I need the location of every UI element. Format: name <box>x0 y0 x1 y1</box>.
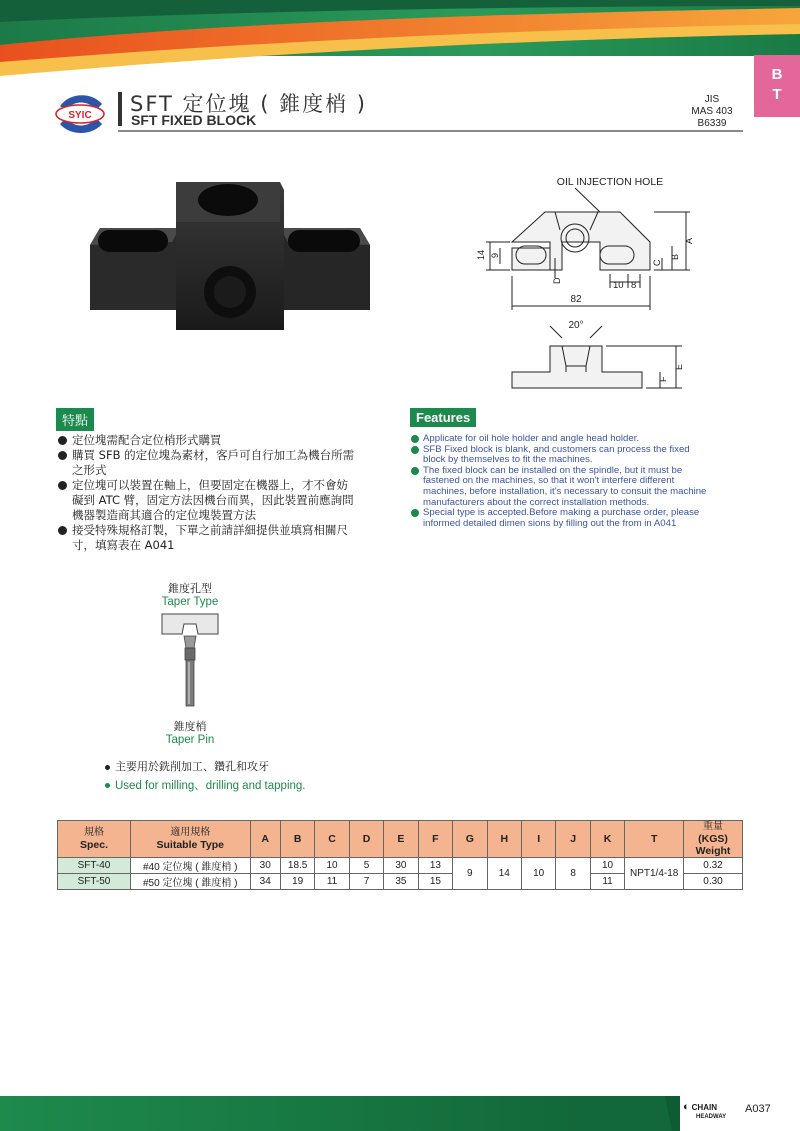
col-a: A <box>250 821 280 858</box>
syic-logo <box>52 86 108 142</box>
cell-b: 18.5 <box>280 858 314 874</box>
col-weight-zh: 重量 <box>703 821 724 832</box>
cell-weight: 0.32 <box>684 858 743 874</box>
tab-letter-1: B <box>771 66 783 83</box>
bullet-icon <box>105 783 110 788</box>
dim-f: F <box>658 376 668 382</box>
cell-g: 9 <box>453 858 487 890</box>
col-suit-zh: 適用規格 <box>170 827 211 838</box>
dim-c: C <box>652 259 662 266</box>
bullet-icon <box>105 765 110 770</box>
chain-logo-icon: ◐ <box>683 1101 690 1113</box>
section-tab[interactable] <box>754 55 800 117</box>
cell-i: 10 <box>521 858 555 890</box>
oil-hole-label: OIL INJECTION HOLE <box>556 176 664 188</box>
taper-type-label <box>130 580 250 608</box>
cell-suitable: #50 定位塊 ( 錐度梢 ) <box>130 874 250 890</box>
page-number: A037 <box>745 1103 771 1115</box>
cell-f: 15 <box>418 874 452 890</box>
taper-pin-label <box>130 718 250 746</box>
cell-k: 11 <box>590 874 624 890</box>
cell-a: 34 <box>250 874 280 890</box>
standard-label <box>680 94 744 130</box>
cell-c: 10 <box>315 858 349 874</box>
col-suit-en: Suitable Type <box>156 839 224 851</box>
list-item: Special type is accepted.Before making a purchase order, please informed detailed dimen sions by filling out the from in A041 <box>411 508 711 529</box>
title-rule <box>118 130 743 132</box>
taper-type-en: Taper Type <box>161 596 219 608</box>
list-item: 定位塊需配合定位梢形式購買 <box>58 433 358 448</box>
standard-line-3: B6339 <box>697 118 727 129</box>
cell-k: 10 <box>590 858 624 874</box>
cell-a: 30 <box>250 858 280 874</box>
spec-table <box>57 820 743 890</box>
cell-b: 19 <box>280 874 314 890</box>
col-k: K <box>590 821 624 858</box>
col-i: I <box>521 821 555 858</box>
col-f: F <box>418 821 452 858</box>
cell-suitable: #40 定位塊 ( 錐度梢 ) <box>130 858 250 874</box>
features-list-en <box>411 434 711 529</box>
cell-h: 14 <box>487 858 521 890</box>
dim-14: 14 <box>476 249 486 260</box>
taper-type-zh: 錐度孔型 <box>168 582 212 595</box>
list-item: SFB Fixed block is blank, and customers can process the fixed block by themselves to fit the machines. <box>411 445 711 466</box>
col-weight <box>684 821 743 858</box>
tab-letter-2: T <box>772 86 782 103</box>
list-item: 接受特殊規格訂製，下單之前請詳細提供並填寫相關尺寸，填寫表在 A041 <box>58 523 358 553</box>
dim-a: A <box>684 237 694 244</box>
cell-d: 7 <box>349 874 383 890</box>
usage-zh-text: 主要用於銑削加工、鑽孔和攻牙 <box>115 760 269 773</box>
cell-f: 13 <box>418 858 452 874</box>
list-item: Applicate for oil hole holder and angle head holder. <box>411 434 711 445</box>
col-t: T <box>625 821 684 858</box>
standard-line-2: MAS 403 <box>691 106 733 117</box>
list-item: 定位塊可以裝置在軸上，但要固定在機器上，才不會妨礙到 ATC 臂，固定方法因機台而異，因此裝置前應詢問機器製造商其適合的定位塊裝置方法 <box>58 478 358 523</box>
dim-e: E <box>674 363 684 370</box>
cell-spec: SFT-50 <box>58 874 131 890</box>
features-list-zh <box>58 433 358 553</box>
cell-weight: 0.30 <box>684 874 743 890</box>
chain-headway-logo <box>683 1103 726 1121</box>
col-weight-unit: (KGS) <box>698 833 728 845</box>
standard-line-1: JIS <box>704 94 720 105</box>
brand-chain: CHAIN <box>691 1103 717 1112</box>
header-banner <box>0 0 800 80</box>
cell-e: 35 <box>384 874 418 890</box>
usage-zh <box>105 758 269 774</box>
col-spec-zh: 規格 <box>83 827 104 838</box>
col-e: E <box>384 821 418 858</box>
col-j: J <box>556 821 590 858</box>
dim-10: 10 <box>613 280 624 291</box>
cell-e: 30 <box>384 858 418 874</box>
col-d: D <box>349 821 383 858</box>
features-heading-zh: 特點 <box>56 408 94 431</box>
page-title-zh: SFT 定位塊 ( 錐度梢 ) <box>130 92 367 116</box>
page-title-en: SFT FIXED BLOCK <box>131 112 257 128</box>
table-row <box>58 858 743 874</box>
dim-82: 82 <box>570 294 582 305</box>
col-suitable <box>130 821 250 858</box>
title-accent-bar <box>118 92 122 126</box>
footer-banner <box>0 1096 800 1131</box>
logo-text: SYIC <box>68 110 92 121</box>
taper-pin-en: Taper Pin <box>165 734 215 746</box>
taper-pin-zh: 錐度梢 <box>173 720 207 733</box>
col-b: B <box>280 821 314 858</box>
cell-c: 11 <box>315 874 349 890</box>
cell-j: 8 <box>556 858 590 890</box>
dim-d: D <box>552 277 562 284</box>
dim-20deg: 20° <box>568 320 584 331</box>
cell-d: 5 <box>349 858 383 874</box>
cell-spec: SFT-40 <box>58 858 131 874</box>
features-heading-en: Features <box>410 408 476 427</box>
usage-en-text: Used for milling、drilling and tapping. <box>115 780 306 792</box>
list-item: 購買 SFB 的定位塊為素材，客戶可自行加工為機台所需之形式 <box>58 448 358 478</box>
product-photo <box>80 170 380 340</box>
brand-headway: HEADWAY <box>696 1114 727 1120</box>
list-item: The fixed block can be installed on the spindle, but it must be fastened on the machines, so that it won't interfere different machines, before installation, it's necessary to consuit the machine manufacturers about the correct installation methods. <box>411 466 711 508</box>
col-weight-en: Weight <box>695 845 731 857</box>
usage-en <box>105 777 306 793</box>
col-spec-en: Spec. <box>79 839 108 851</box>
dim-9: 9 <box>490 252 500 258</box>
taper-pin-illustration <box>160 612 220 716</box>
dim-b: B <box>670 253 680 260</box>
col-c: C <box>315 821 349 858</box>
cell-t: NPT1/4-18 <box>625 858 684 890</box>
col-h: H <box>487 821 521 858</box>
col-g: G <box>453 821 487 858</box>
technical-drawing <box>450 170 710 410</box>
dim-8: 8 <box>631 280 637 291</box>
col-spec <box>58 821 131 858</box>
table-header-row <box>58 821 743 858</box>
